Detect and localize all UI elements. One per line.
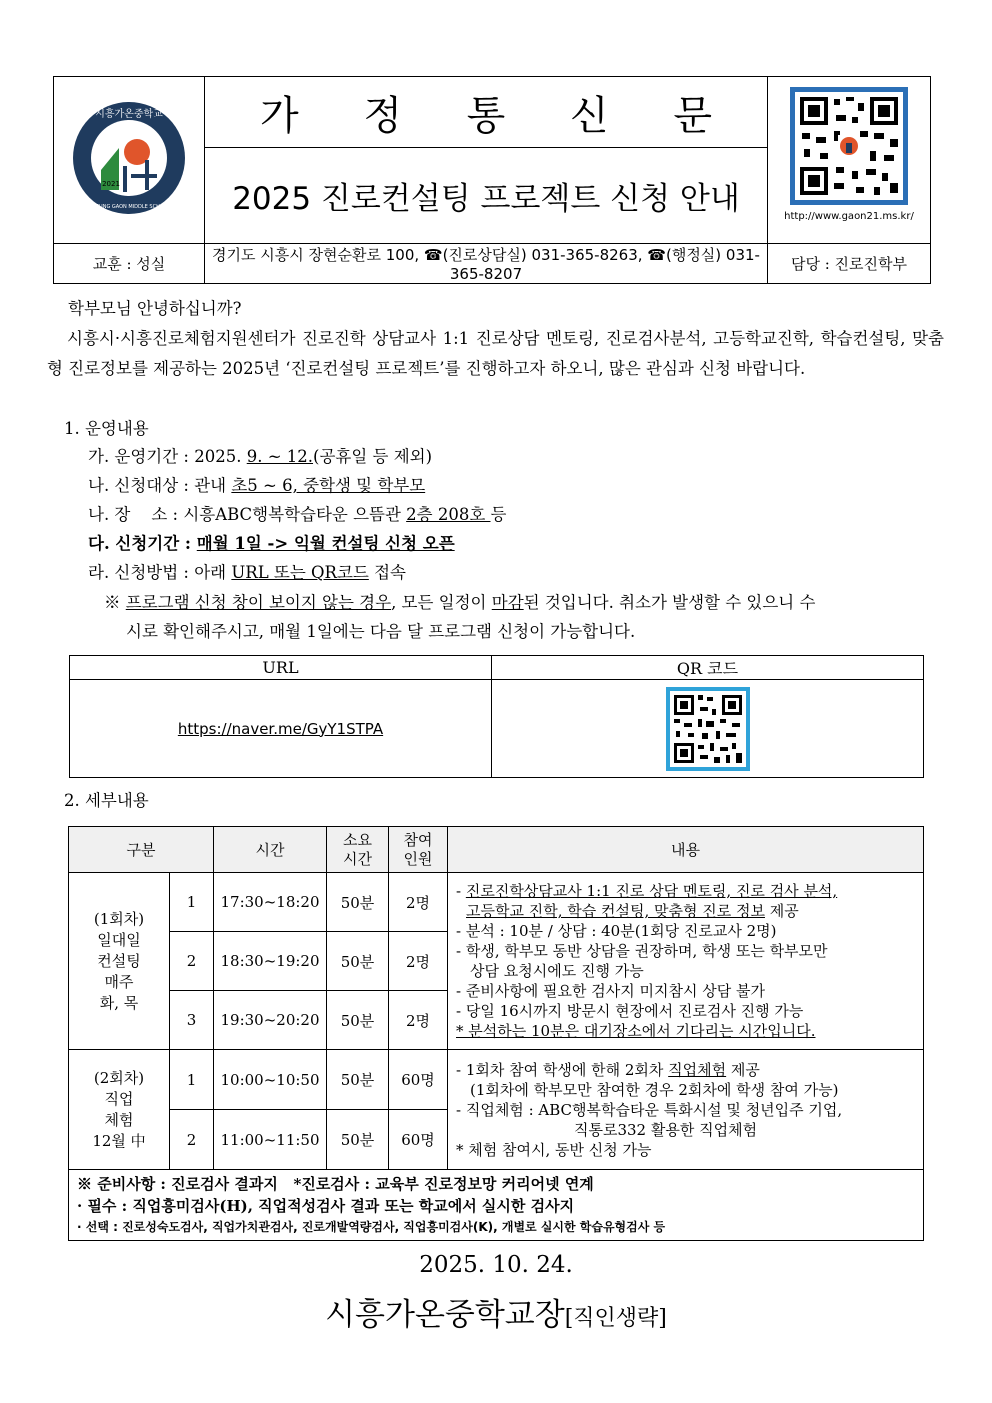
note-optional: · 선택 : 진로성숙도검사, 직업가치관검사, 진로개발역량검사, 직업흥미검사(K), 개별로 실시한 학습유형검사 등 [77,1220,666,1234]
intro-paragraph: 시흥시·시흥진로체험지원센터가 진로진학 상담교사 1:1 진로상담 멘토링, 진로검사분석, 고등학교진학, 학습컨설팅, 맞춤형 진로정보를 제공하는 2025년 ‘진로컨설팅 프로젝트’를 진행하고자 하오니, 많은 관심과 신청 바랍니다. [47,329,944,378]
stamp-omitted: [직인생략] [564,1306,667,1331]
url-header: URL [70,656,492,680]
logo-ring-text: 시흥가온중학교 [95,109,163,120]
header-table [53,76,931,284]
notice-line1: ※ 프로그램 신청 창이 보이지 않는 경우, 모든 일정이 마감된 것입니다. 취소가 발생할 수 있으니 수 [104,593,816,612]
signup-qr-cell [492,680,924,778]
row-duration: 50분 [327,1110,389,1170]
group1-label: (1회차) 일대일 컨설팅 매주 화, 목 [69,873,170,1050]
preparation-notes [69,1170,924,1241]
signup-qr-code-icon[interactable] [666,687,750,771]
section1-title: 1. 운영내용 [64,419,149,438]
page-subtitle: 2025 진로컨설팅 프로젝트 신청 안내 [205,148,768,244]
group2-content: - 1회차 참여 학생에 한해 2회차 직업체험 제공 (1회차에 학부모만 참여한 경우 2회차에 학생 참여 가능) - 직업체험 : ABC행복학습타운 특화시설 및 청년입주 기업, 직통로332 활용한 직업체험 * 체험 참여시, 동반 신청 가능 [448,1050,924,1170]
note-preparation: ※ 준비사항 : 진로검사 결과지 *진로검사 : 교육부 진로정보망 커리어넷 연계 [77,1175,594,1193]
row-people: 60명 [389,1110,448,1170]
row-people: 60명 [389,1050,448,1110]
row-time: 11:00~11:50 [214,1110,327,1170]
notes-row [69,1170,924,1241]
contact-department: 담당 : 진로진학부 [768,244,931,284]
details-table [68,826,924,1241]
table-row [69,1050,924,1110]
school-motto: 교훈 : 성실 [54,244,205,284]
row-duration: 50분 [327,932,389,991]
school-logo-cell [54,77,205,244]
principal-name: 시흥가온중학교장 [325,1297,565,1333]
target-audience: 나. 신청대상 : 관내 초5 ~ 6, 중학생 및 학부모 [88,476,426,495]
qr-cell [768,77,931,244]
url-table [69,655,924,778]
school-url-link[interactable]: http://www.gaon21.ms.kr/ [784,211,914,222]
notice-line2: 시로 확인해주시고, 매월 1일에는 다음 달 프로그램 신청이 가능합니다. [126,622,636,641]
logo-english: SIHEUNG GAON MIDDLE SCHOOL [87,204,171,210]
school-address: 경기도 시흥시 장현순환로 100, ☎(진로상담실) 031-365-8263, ☎(행정실) 031-365-8207 [205,244,768,284]
header-time: 시간 [214,827,327,873]
logo-year: 2021 [102,180,120,188]
row-no: 2 [170,932,214,991]
row-duration: 50분 [327,991,389,1050]
table-row [69,873,924,932]
header-people: 참여 인원 [389,827,448,873]
application-method: 라. 신청방법 : 아래 URL 또는 QR코드 접속 [88,563,406,582]
qr-header: QR 코드 [492,656,924,680]
school-logo [71,100,187,216]
application-period: 다. 신청기간 : 매월 1일 -> 익월 컨설팅 신청 오픈 [88,534,455,553]
row-time: 17:30~18:20 [214,873,327,932]
section2-title: 2. 세부내용 [64,791,149,810]
page-title: 가 정 통 신 문 [205,77,768,148]
row-people: 2명 [389,873,448,932]
signup-url-link[interactable]: https://naver.me/GyY1STPA [70,680,492,778]
header-duration: 소요 시간 [327,827,389,873]
row-no: 2 [170,1110,214,1170]
row-people: 2명 [389,991,448,1050]
issue-date: 2025. 10. 24. [419,1252,573,1278]
row-duration: 50분 [327,873,389,932]
row-time: 10:00~10:50 [214,1050,327,1110]
group2-label: (2회차) 직업 체험 12월 中 [69,1050,170,1170]
header-category: 구분 [69,827,214,873]
group1-content: - 진로진학상담교사 1:1 진로 상담 멘토링, 진로 검사 분석, 고등학교 진학, 학습 컨설팅, 맞춤형 진로 정보 제공 - 분석 : 10분 / 상담 : 40분(1회당 진로교사 2명) - 학생, 학부모 동반 상담을 권장하며, 학생 또는 학부모만 상담 요청시에도 진행 가능 - 준비사항에 필요한 검사지 미지참시 상담 불가 - 당일 16시까지 방문시 현장에서 진로검사 진행 가능 * 분석하는 10분은 대기장소에서 기다리는 시간입니다. [448,873,924,1050]
school-qr-code-icon[interactable] [790,87,908,205]
row-duration: 50분 [327,1050,389,1110]
row-no: 1 [170,1050,214,1110]
row-time: 19:30~20:20 [214,991,327,1050]
principal-signature [0,1289,992,1334]
row-no: 1 [170,873,214,932]
operation-period: 가. 운영기간 : 2025. 9. ~ 12.(공휴일 등 제외) [88,447,433,466]
note-required: · 필수 : 직업흥미검사(H), 직업적성검사 결과 또는 학교에서 실시한 검사지 [77,1197,575,1215]
row-no: 3 [170,991,214,1050]
greeting: 학부모님 안녕하십니까? [68,299,242,318]
header-content: 내용 [448,827,924,873]
location: 나. 장 소 : 시흥ABC행복학습타운 으뜸관 2층 208호 등 [88,505,507,524]
row-time: 18:30~19:20 [214,932,327,991]
row-people: 2명 [389,932,448,991]
